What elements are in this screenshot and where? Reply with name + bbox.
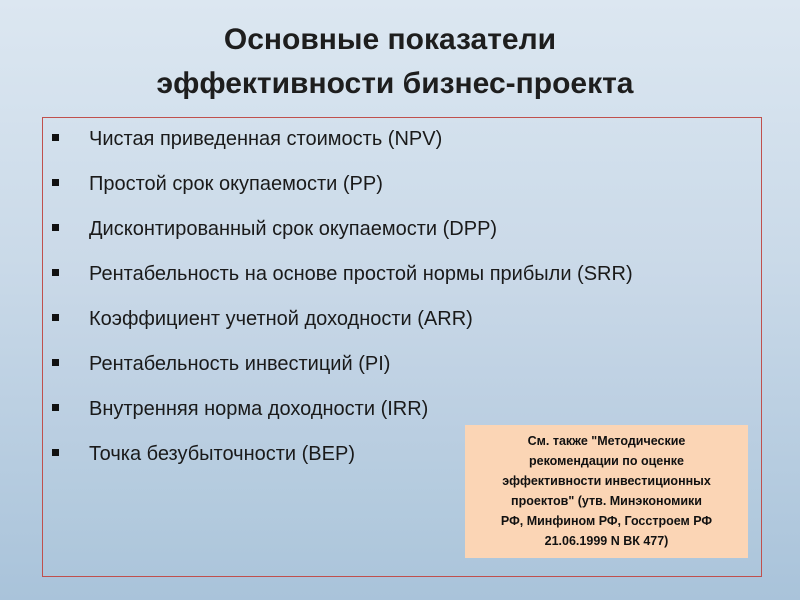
square-bullet-icon	[52, 449, 59, 456]
list-item	[52, 212, 633, 257]
list-item-label: Внутренняя норма доходности (IRR)	[89, 398, 429, 420]
title-line-2: эффективности бизнес-проекта	[156, 67, 634, 100]
square-bullet-icon	[52, 269, 59, 276]
list-item-label: Чистая приведенная стоимость (NPV)	[89, 128, 443, 150]
square-bullet-icon	[52, 359, 59, 366]
list-item-label: Точка безубыточности (BEP)	[89, 443, 355, 465]
list-item-label: Рентабельность инвестиций (PI)	[89, 353, 391, 375]
square-bullet-icon	[52, 224, 59, 231]
list-item	[52, 167, 633, 212]
square-bullet-icon	[52, 314, 59, 321]
square-bullet-icon	[52, 404, 59, 411]
list-item	[52, 347, 633, 392]
list-item	[52, 257, 633, 302]
list-item-label: Дисконтированный срок окупаемости (DPP)	[89, 218, 498, 240]
list-item	[52, 122, 633, 167]
list-item-label: Рентабельность на основе простой нормы прибыли (SRR)	[89, 263, 633, 285]
title-line-1: Основные показатели	[223, 23, 557, 56]
reference-note: См. также "Методические рекомендации по оценке эффективности инвестиционных проектов" (утв. Минэкономики РФ, Минфином РФ, Госстроем РФ 21.06.1999 N ВК 477)	[465, 425, 748, 558]
list-item	[52, 302, 633, 347]
list-item-label: Простой срок окупаемости (PP)	[89, 173, 383, 195]
square-bullet-icon	[52, 179, 59, 186]
slide-title	[0, 18, 800, 106]
square-bullet-icon	[52, 134, 59, 141]
list-item-label: Коэффициент учетной доходности (ARR)	[89, 308, 473, 330]
